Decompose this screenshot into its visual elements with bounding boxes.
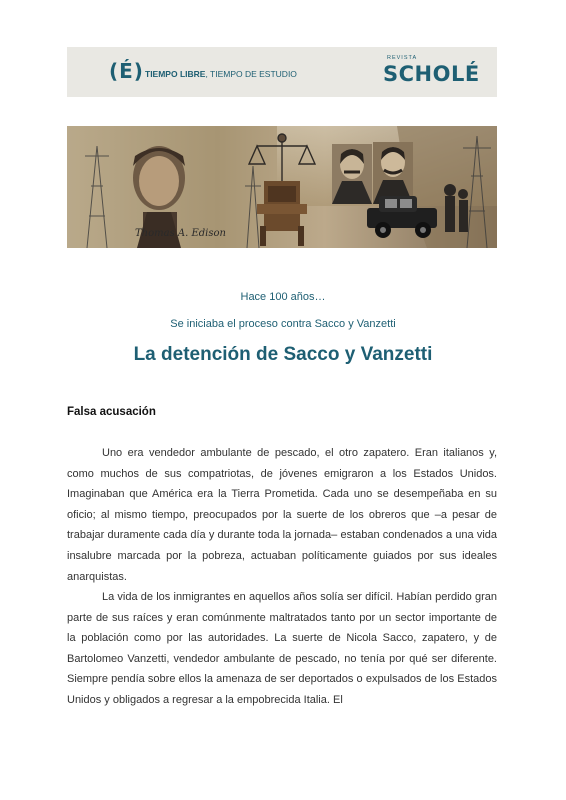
- header-banner: [67, 47, 497, 97]
- tagline: [145, 69, 297, 79]
- revista-label: REVISTA: [387, 55, 418, 61]
- tagline-rest: , TIEMPO DE ESTUDIO: [205, 69, 297, 79]
- collage-illustration: [67, 126, 497, 248]
- sacco-portrait: [332, 144, 372, 204]
- paragraph-1: Uno era vendedor ambulante de pescado, el otro zapatero. Eran italianos y, como muchos de sus compatriotas, de jóvenes emigraron a los Estados Unidos. Imaginaban que América era la Tierra Prometida. Cada uno se desempeñaba en su oficio; al mismo tiempo, preocupados por la suerte de los obreros que –a pesar de trabajar duramente cada día y durante toda la jornada– estaban condenados a una vida insalubre marcada por la pobreza, actuaban políticamente guiados por sus ideales anarquistas.: [67, 447, 497, 583]
- article-kicker: Hace 100 años…: [240, 291, 326, 303]
- hero-collage-image: [67, 126, 497, 248]
- article-subtitle: Se iniciaba el proceso contra Sacco y Vanzetti: [170, 318, 396, 330]
- brand-logo: SCHOLÉ: [383, 62, 480, 86]
- tagline-bold: TIEMPO LIBRE: [145, 69, 206, 79]
- edison-signature: Thomas A. Edison: [135, 228, 226, 239]
- vanzetti-portrait: [373, 142, 413, 204]
- logo-mark: (É): [109, 59, 144, 83]
- section-heading: Falsa acusación: [67, 406, 156, 418]
- paragraph-2: La vida de los inmigrantes en aquellos años solía ser difícil. Habían perdido gran parte de sus raíces y eran comúnmente maltratados tanto por un sector importante de la población como por las autoridades. La suerte de Nicola Sacco, zapatero, y de Bartolomeo Vanzetti, vendedor ambulante de pescado, no tenía por qué ser diferente. Siempre pendía sobre ellos la amenaza de ser deportados o expulsados de los Estados Unidos y obligados a regresar a la empobrecida Italia. El: [67, 591, 497, 706]
- article-title: La detención de Sacco y Vanzetti: [133, 344, 433, 365]
